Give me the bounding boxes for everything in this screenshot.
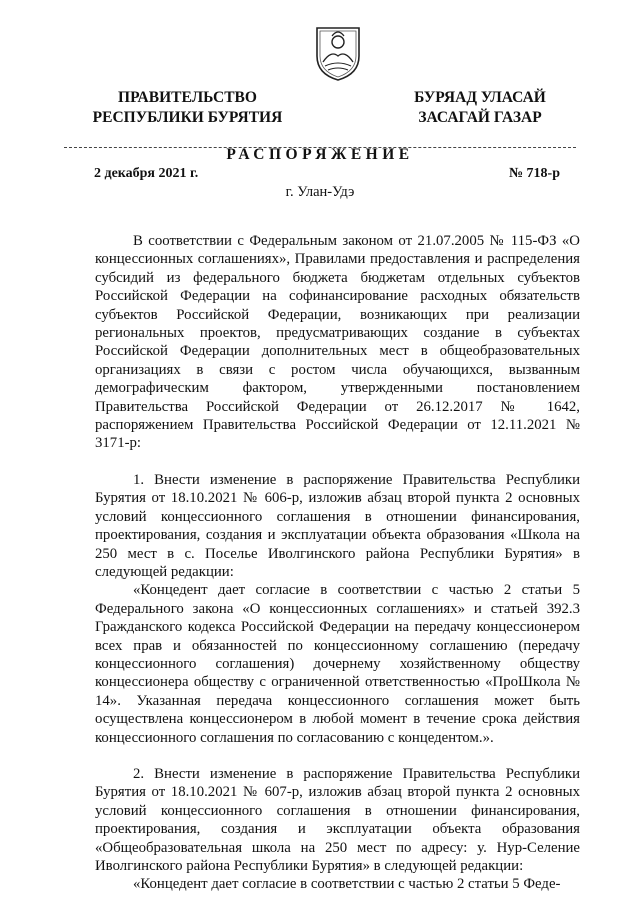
paragraph-preamble: В соответствии с Федеральным законом от 21.07.2005 № 115-ФЗ «О концессионных соглашениях», Правилами предоставления и распределения субсидий из федерального бюджета бюджетам отдельных субъектов Российской Федерации на софинансирование расходных обязательств субъектов Российской Федерации, возникающих при реализации региональных проектов, предусматривающих создание в субъектах Российской Федерации дополнительных мест в общеобразовательных организациях в связи с ростом числа обучающихся, вызванным демографическим фактором, утвержденными постановлением Правительства Российской Федерации от 26.12.2017 № 1642, распоряжением Правительства Российской Федерации от 12.11.2021 № 3171-р: (95, 233, 580, 452)
paragraph-quote-2: «Концедент дает согласие в соответствии с частью 2 статьи 5 Феде- (133, 876, 561, 893)
document-date: 2 декабря 2021 г. (94, 166, 199, 181)
government-name-line1: ПРАВИТЕЛЬСТВО (118, 89, 257, 106)
government-name-russian (80, 88, 295, 128)
document-number: № 718-р (508, 166, 560, 181)
government-name-buryat-line2: ЗАСАГАЙ ГАЗАР (418, 109, 542, 126)
government-name-line2: РЕСПУБЛИКИ БУРЯТИЯ (92, 109, 283, 126)
government-name-buryat (400, 88, 560, 128)
paragraph-item-2: 2. Внести изменение в распоряжение Правительства Республики Бурятия от 18.10.2021 № 607-р, изложив абзац второй пункта 2 основных условий концессионного соглашения в отношении финансирования, проектирования, создания и эксплуатации объекта образования «Общеобразовательная школа на 250 мест по адресу: у. Нур-Селение Иволгинского района Республики Бурятия» в следующей редакции: (95, 765, 580, 874)
document-city: г. Улан-Удэ (285, 184, 355, 200)
coat-of-arms-icon (313, 22, 363, 82)
document-title: РАСПОРЯЖЕНИЕ (226, 146, 414, 163)
paragraph-item-1: 1. Внести изменение в распоряжение Правительства Республики Бурятия от 18.10.2021 № 606-р, изложив абзац второй пункта 2 основных условий концессионного соглашения в отношении финансирования, проектирования, создания и эксплуатации объекта образования «Школа на 250 мест в с. Поселье Иволгинского района Республики Бурятия» в следующей редакции: (95, 471, 580, 580)
paragraph-quote-1: «Концедент дает согласие в соответствии с частью 2 статьи 5 Федерального закона «О концессионных соглашениях» и статьей 392.3 Гражданского кодекса Российской Федерации на передачу концессионером всех прав и обязанностей по концессионному соглашению (передачу концессионного соглашения) дочернему хозяйственному обществу концессионера обществу с ограниченной ответственностью «ПроШкола № 14». Указанная передача концессионного соглашения может быть осуществлена концессионером в любой момент в течение срока действия концессионного соглашения по согласованию с концедентом.». (95, 582, 580, 746)
government-name-buryat-line1: БУРЯАД УЛАСАЙ (414, 89, 546, 106)
document-body (95, 232, 580, 894)
